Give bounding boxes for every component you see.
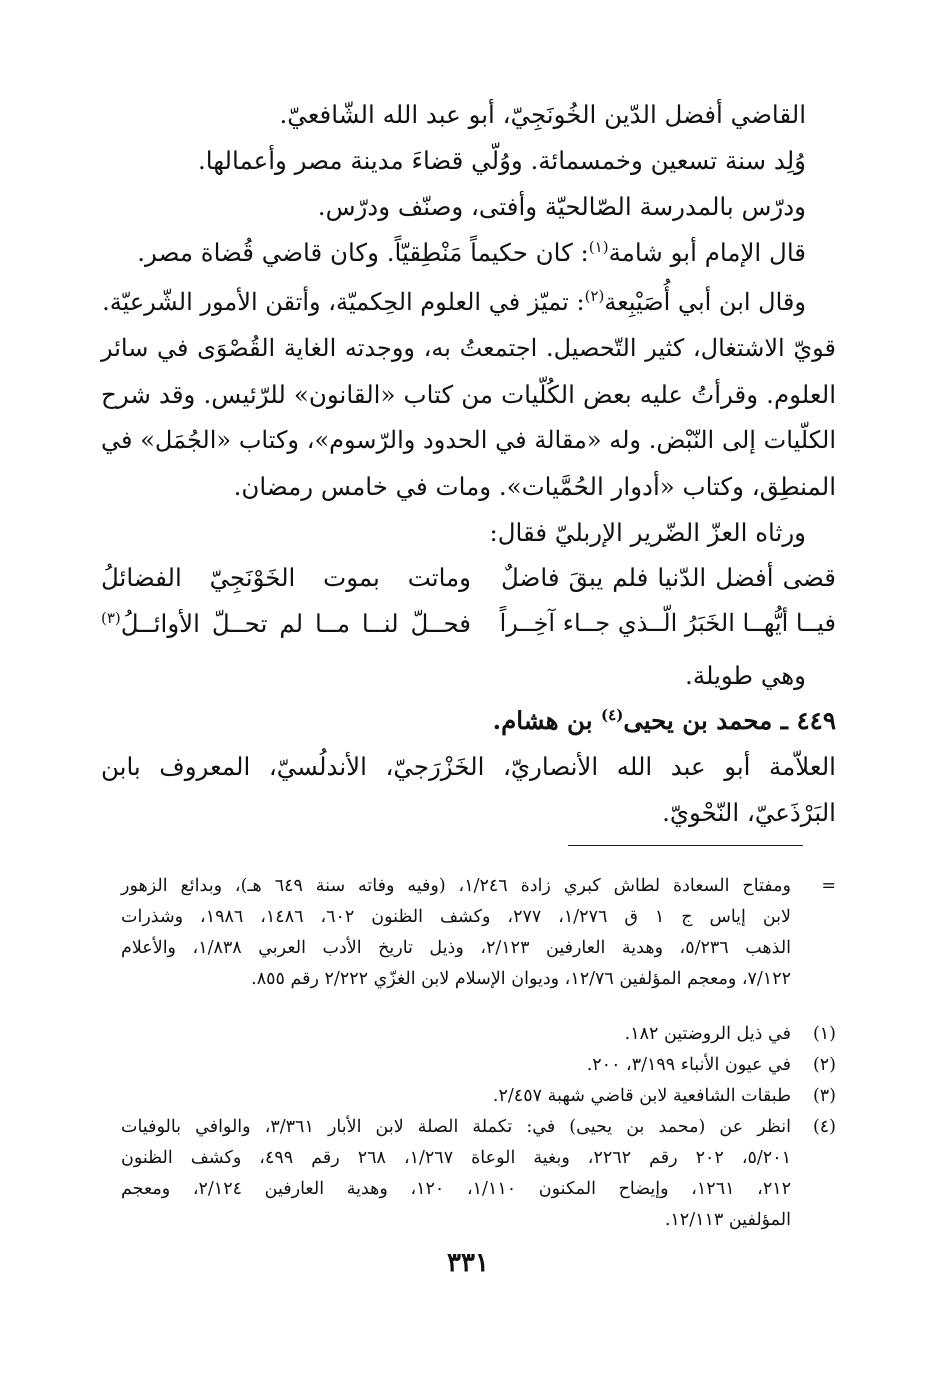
footnote-cont-line-2: لابن إياس ج ١ ق ١/٢٧٦، ٢٧٧، وكشف الظنون ٦٠٢، ١٤٨٦، ١٩٨٦، وشذرات [121,907,792,927]
body-text: قال الإمام أبو شامة [608,238,806,267]
body-line-10: ورثاه العزّ الضّرير الإربليّ فقال: [489,518,806,547]
footnote-4-line-3: ٢١٢، ١٢٦١، وإيضاح المكنون ١/١١٠، ١٢٠، وهدية العارفين ٢/١٢٤، ومعجم [121,1179,792,1199]
footnote-ref-3: (٣) [101,608,121,627]
body-line-8: الكلّيات إلى النّبْض. وله «مقالة في الحدود والرّسوم»، وكتاب «الجُمَل» في [101,426,836,454]
footnote-ref-2: (٢) [584,287,605,305]
after-verse-note: وهي طويلة. [685,661,806,690]
body-line-7: العلوم. وقرأتُ عليه بعض الكُلّيات من كتاب «القانون» للرّئيس. وقد شرح [101,380,836,409]
verse-2-first-hemistich: فيــا أيُّهــا الخَبَرُ الّــذي جــاء آخِــراً [499,609,836,637]
verse-1-second-hemistich: وماتت بموت الخَوْنَجِيّ الفضائلُ [101,563,471,592]
footnote-cont-line-4: ٧/١٢٢، ومعجم المؤلفين ١٢/٧٦، وديوان الإسلام لابن الغزّي ٢/٢٢٢ رقم ٨٥٥. [251,969,791,989]
footnote-4-line-2: ٥/٢٠١، ٢٠٢ رقم ٢٢٦٢، وبغية الوعاة ١/٢٦٧، ٢٦٨ رقم ٤٩٩، وكشف الظنون [121,1148,791,1168]
body-text: وقال ابن أبي أُصَيْبِعة [604,288,806,316]
body-line-9: المنطِق، وكتاب «أدوار الحُمَّيات». ومات في خامس رمضان. [233,472,836,501]
body-line-6: قويّ الاشتغال، كثير التّحصيل. اجتمعتُ به، ووجدته الغاية القُصْوَى في سائر [101,334,836,362]
body-text: : كان حكيماً مَنْطِقيّاً. وكان قاضي قُضاة مصر. [137,238,589,267]
footnote-cont-line-3: الذهب ٥/٢٣٦، وهدية العارفين ٢/١٢٣، وذيل تاريخ الأدب العربي ١/٨٣٨، والأعلام [121,938,792,958]
footnote-cont-line-1: ومفتاح السعادة لطاش كبري زادة ١/٢٤٦، (وفيه وفاته سنة ٦٤٩ هـ)، وبدائع الزهور [121,876,791,896]
entry-heading-text: ٤٤٩ ـ محمد بن يحيى [623,706,836,735]
entry-heading-text: بن هشام. [492,706,602,735]
page-number: ٣٣١ [447,1248,489,1278]
footnote-continuation-marker: = [821,876,836,896]
body-text: : تميّز في العلوم الحِكميّة، وأتقن الأمور الشّرعيّة. [102,288,585,316]
footnote-4-number: (٤) [812,1117,836,1137]
entry-line-1: العلاّمة أبو عبد الله الأنصاريّ، الخَزْرَجيّ، الأندلُسيّ، المعروف بابن [101,752,836,781]
entry-heading [101,706,836,735]
entry-line-2: البَرْذَعيّ، النّحْويّ. [662,798,836,827]
verse-2-second-hemistich [101,609,471,638]
footnote-separator [568,845,803,846]
footnote-2-text: في عيون الأنباء ٣/١٩٩، ٢٠٠. [586,1055,791,1075]
verse-text: فحــلّ لنــا مــا لم تحــلّ الأوائــلُ [120,609,471,638]
verse-1-first-hemistich: قضى أفضل الدّنيا فلم يبقَ فاضلٌ [501,563,836,592]
footnote-2-number: (٢) [812,1055,836,1075]
footnote-4-line-1: انظر عن (محمد بن يحيى) في: تكملة الصلة لابن الأبار ٣/٣٦١، والوافي بالوفيات [121,1117,791,1137]
footnote-ref-4: (٤) [601,705,624,724]
body-line-3: ودرّس بالمدرسة الصّالحيّة وأفتى، وصنّف ودرّس. [317,192,806,221]
footnote-4-line-4: المؤلفين ١٢/١١٣. [664,1210,791,1230]
footnote-3-number: (٣) [812,1086,836,1106]
footnote-ref-1: (١) [588,237,609,256]
body-line-5 [101,288,806,317]
footnote-3-text: طبقات الشافعية لابن قاضي شهبة ٢/٤٥٧. [492,1086,791,1106]
body-line-1: القاضي أفضل الدّين الخُونَجِيّ، أبو عبد الله الشّافعيّ. [279,100,806,129]
footnote-1-text: في ذيل الروضتين ١٨٢. [624,1024,791,1044]
body-line-2: وُلِد سنة تسعين وخمسمائة. ووُلّي قضاءَ مدينة مصر وأعمالها. [197,146,806,175]
body-line-4 [101,238,806,267]
footnote-1-number: (١) [812,1024,836,1044]
